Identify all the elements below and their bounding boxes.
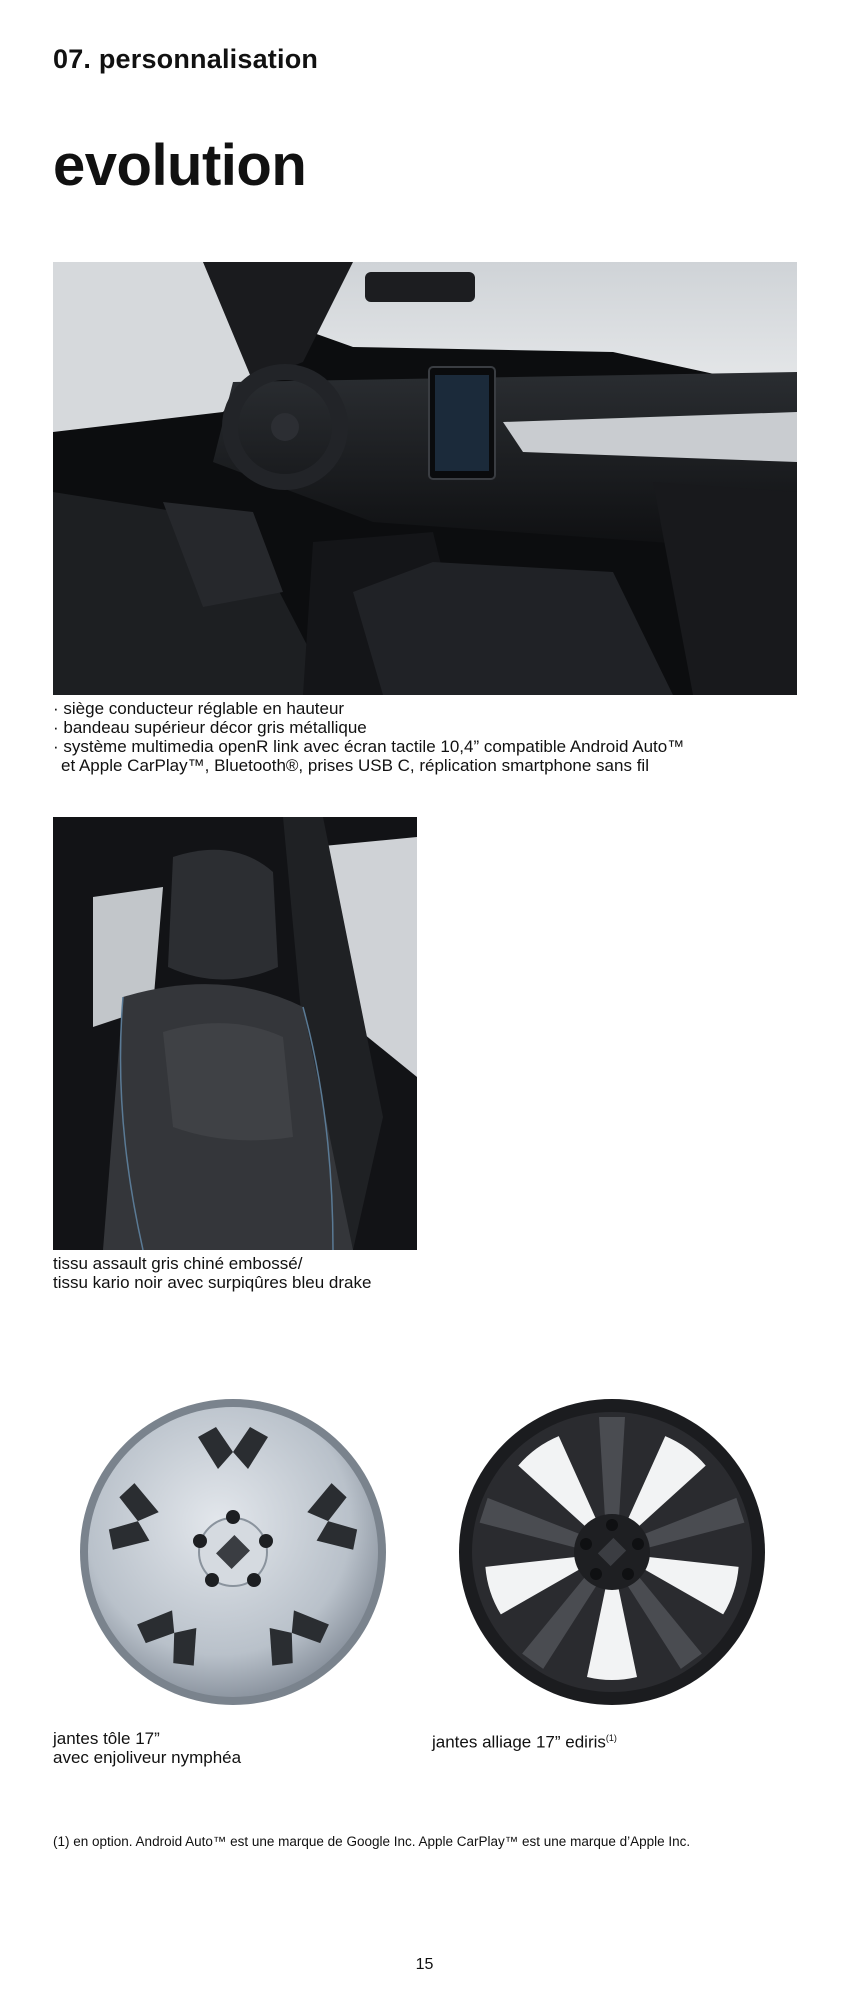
footnote-ref: (1): [605, 1733, 617, 1743]
alloy-wheel-image: [457, 1397, 767, 1707]
steel-wheel-hubcap-image: [78, 1397, 388, 1707]
caption-text: jantes alliage 17” ediris: [432, 1732, 606, 1752]
interior-feature-list: [53, 699, 813, 775]
section-label: 07. personnalisation: [53, 44, 319, 74]
steel-wheel-caption: [53, 1729, 241, 1767]
alloy-wheel-caption: [432, 1729, 617, 1752]
feature-item: et Apple CarPlay™, Bluetooth®, prises USB C, réplication smartphone sans fil: [61, 756, 649, 775]
caption-line: tissu kario noir avec surpiqûres bleu drake: [53, 1273, 372, 1292]
feature-item: · siège conducteur réglable en hauteur: [53, 699, 345, 718]
caption-line: avec enjoliveur nymphéa: [53, 1748, 242, 1767]
feature-item: · bandeau supérieur décor gris métallique: [53, 718, 367, 737]
page-number: 15: [415, 1956, 434, 1973]
feature-item: · système multimedia openR link avec écran tactile 10,4” compatible Android Auto™: [53, 737, 685, 756]
seat-upholstery-photo: [53, 817, 417, 1250]
page-title: evolution: [53, 133, 307, 198]
interior-dashboard-photo: [53, 262, 797, 695]
caption-line: tissu assault gris chiné embossé/: [53, 1254, 303, 1273]
caption-line: jantes tôle 17”: [53, 1729, 160, 1748]
footnote: (1) en option. Android Auto™ est une marque de Google Inc. Apple CarPlay™ est une marque d’Apple Inc.: [53, 1834, 691, 1849]
upholstery-caption: [53, 1254, 473, 1292]
